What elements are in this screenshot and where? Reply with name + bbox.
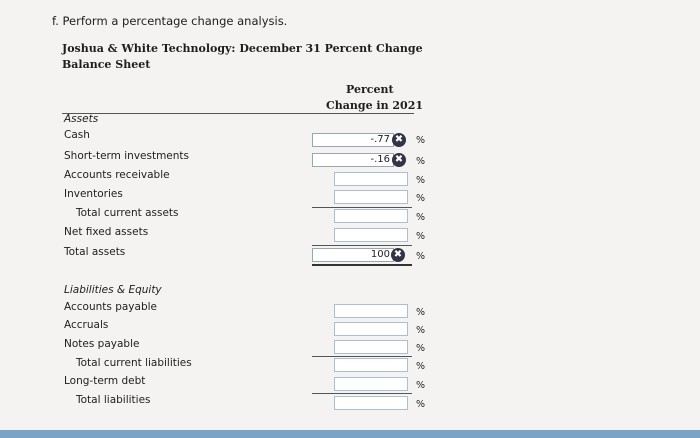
percent-sign: % [416,325,426,336]
row-label-long-term-debt: Long-term debt [64,375,146,387]
section-liabilities: Liabilities & Equity [64,284,162,296]
header-divider [62,113,414,114]
percent-sign: % [416,361,426,372]
total-liabilities-percent-input[interactable] [334,396,408,410]
row-label-net-fixed-assets: Net fixed assets [64,226,149,238]
notes-payable-percent-input[interactable] [334,340,408,354]
total-divider-top [312,245,412,246]
section-assets: Assets [64,113,99,125]
table-subtitle: Balance Sheet [62,58,151,71]
row-label-short-term-investments: Short-term investments [64,150,190,162]
cash-percent-input[interactable]: -.77 [312,133,394,147]
percent-sign: % [416,343,426,354]
total-assets-percent-input[interactable]: 100 [312,248,394,262]
table-title: Joshua & White Technology: December 31 Percent Change [62,42,423,55]
percent-sign: % [416,175,426,186]
row-label-total-assets: Total assets [64,246,126,258]
subtotal-divider [312,207,412,208]
column-header-percent: Percent [346,83,394,96]
bottom-bar [0,430,700,438]
row-label-total-current-liabilities: Total current liabilities [76,357,192,369]
net-fixed-assets-percent-input[interactable] [334,228,408,242]
short-term-investments-percent-input[interactable]: -.16 [312,153,394,167]
accruals-percent-input[interactable] [334,322,408,336]
percent-sign: % [416,156,426,167]
percent-sign: % [416,212,426,223]
x-circle-icon: ✖ [391,248,405,262]
percent-sign: % [416,193,426,204]
subtotal-divider [312,356,412,357]
row-label-total-liabilities: Total liabilities [76,394,151,406]
row-label-accounts-receivable: Accounts receivable [64,169,170,181]
x-circle-icon: ✖ [392,153,406,167]
instruction-text: f. Perform a percentage change analysis. [52,14,288,28]
inventories-percent-input[interactable] [334,190,408,204]
accounts-receivable-percent-input[interactable] [334,172,408,186]
total-current-assets-percent-input[interactable] [334,209,408,223]
percent-sign: % [416,399,426,410]
x-circle-icon: ✖ [392,133,406,147]
percent-sign: % [416,231,426,242]
subtotal-divider [312,393,412,394]
percent-sign: % [416,135,426,146]
row-label-accounts-payable: Accounts payable [64,301,157,313]
percent-sign: % [416,380,426,391]
column-header-change: Change in 2021 [326,99,424,112]
total-divider-bottom [312,264,412,266]
long-term-debt-percent-input[interactable] [334,377,408,391]
row-label-total-current-assets: Total current assets [76,207,179,219]
accounts-payable-percent-input[interactable] [334,304,408,318]
percent-sign: % [416,307,426,318]
row-label-cash: Cash [64,129,90,141]
percent-sign: % [416,251,426,262]
total-current-liabilities-percent-input[interactable] [334,358,408,372]
row-label-accruals: Accruals [64,319,109,331]
row-label-inventories: Inventories [64,188,123,200]
row-label-notes-payable: Notes payable [64,338,140,350]
